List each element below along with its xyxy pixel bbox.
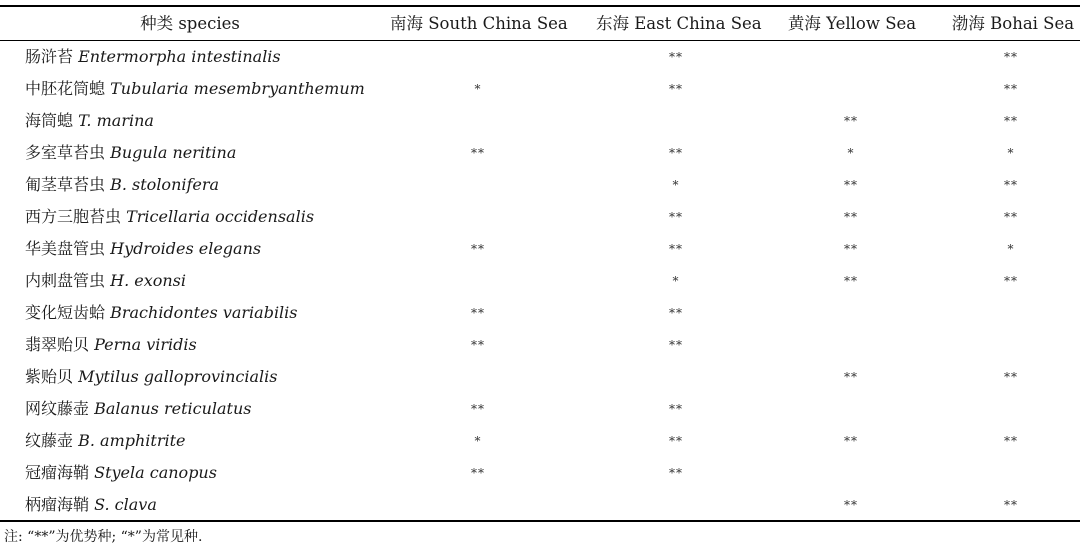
table-row	[0, 73, 1080, 105]
table-row	[0, 361, 1080, 393]
species-latin-name: Bugula neritina	[110, 143, 237, 162]
species-latin-name: Brachidontes variabilis	[110, 303, 298, 322]
occurrence-bohai-sea: **	[1004, 50, 1018, 64]
occurrence-south-china-sea: **	[471, 338, 485, 352]
species-chinese-name: 纹藤壶	[25, 431, 74, 450]
occurrence-south-china-sea: **	[471, 242, 485, 256]
header-bohai-sea: 渤海 Bohai Sea	[951, 14, 1075, 33]
species-cell	[25, 137, 236, 169]
table-top-rule	[0, 5, 1080, 7]
occurrence-bohai-sea: **	[1004, 498, 1018, 512]
occurrence-south-china-sea	[438, 361, 518, 393]
occurrence-yellow-sea: **	[844, 370, 858, 384]
species-cell	[25, 457, 217, 489]
species-cell	[25, 41, 281, 73]
occurrence-east-china-sea: **	[669, 146, 683, 160]
occurrence-yellow-sea: *	[847, 146, 855, 160]
occurrence-bohai-sea: *	[1007, 242, 1015, 256]
occurrence-bohai-sea	[971, 329, 1051, 361]
species-chinese-name: 柄瘤海鞘	[25, 495, 90, 514]
species-latin-name: Styela canopus	[94, 463, 217, 482]
species-cell	[25, 489, 157, 521]
header-south-china-sea: 南海 South China Sea	[390, 14, 568, 33]
species-chinese-name: 变化短齿蛤	[25, 303, 106, 322]
occurrence-east-china-sea: **	[669, 50, 683, 64]
species-cell	[25, 169, 219, 201]
table-row	[0, 137, 1080, 169]
species-cell	[25, 297, 298, 329]
species-chinese-name: 中胚花筒螅	[25, 79, 106, 98]
table-row	[0, 265, 1080, 297]
table-row	[0, 233, 1080, 265]
occurrence-yellow-sea: **	[844, 114, 858, 128]
species-chinese-name: 网纹藤壶	[25, 399, 90, 418]
occurrence-yellow-sea: **	[844, 274, 858, 288]
species-latin-name: B. stolonifera	[110, 175, 220, 194]
species-chinese-name: 冠瘤海鞘	[25, 463, 90, 482]
occurrence-yellow-sea	[811, 73, 891, 105]
occurrence-south-china-sea	[438, 489, 518, 521]
occurrence-yellow-sea	[811, 393, 891, 425]
table-row	[0, 41, 1080, 73]
occurrence-south-china-sea: **	[471, 402, 485, 416]
occurrence-bohai-sea: **	[1004, 210, 1018, 224]
table-row	[0, 297, 1080, 329]
occurrence-yellow-sea: **	[844, 210, 858, 224]
occurrence-bohai-sea: *	[1007, 146, 1015, 160]
occurrence-east-china-sea	[636, 489, 716, 521]
species-cell	[25, 361, 278, 393]
species-cell	[25, 233, 261, 265]
table-body	[0, 41, 1080, 521]
species-chinese-name: 多室草苔虫	[25, 143, 106, 162]
occurrence-east-china-sea: **	[669, 402, 683, 416]
occurrence-yellow-sea	[811, 457, 891, 489]
table-bottom-rule	[0, 520, 1080, 522]
occurrence-east-china-sea: **	[669, 434, 683, 448]
occurrence-south-china-sea: *	[474, 82, 482, 96]
species-latin-name: Entermorpha intestinalis	[78, 47, 281, 66]
occurrence-south-china-sea: **	[471, 466, 485, 480]
occurrence-east-china-sea: **	[669, 306, 683, 320]
species-cell	[25, 73, 365, 105]
occurrence-east-china-sea: **	[669, 338, 683, 352]
occurrence-south-china-sea: **	[471, 146, 485, 160]
species-chinese-name: 肠浒苔	[25, 47, 74, 66]
occurrence-east-china-sea: **	[669, 82, 683, 96]
species-chinese-name: 华美盘管虫	[25, 239, 106, 258]
occurrence-bohai-sea	[971, 297, 1051, 329]
occurrence-bohai-sea: **	[1004, 114, 1018, 128]
species-cell	[25, 393, 252, 425]
occurrence-south-china-sea	[438, 105, 518, 137]
occurrence-south-china-sea: **	[471, 306, 485, 320]
header-species: 种类 species	[140, 14, 240, 33]
species-latin-name: Hydroides elegans	[110, 239, 262, 258]
species-chinese-name: 海筒螅	[25, 111, 74, 130]
table-row	[0, 489, 1080, 521]
table-row	[0, 393, 1080, 425]
occurrence-bohai-sea	[971, 457, 1051, 489]
species-latin-name: Mytilus galloprovincialis	[78, 367, 278, 386]
species-cell	[25, 201, 314, 233]
occurrence-south-china-sea	[438, 41, 518, 73]
table-row	[0, 201, 1080, 233]
occurrence-south-china-sea: *	[474, 434, 482, 448]
occurrence-bohai-sea: **	[1004, 274, 1018, 288]
occurrence-east-china-sea	[636, 361, 716, 393]
species-latin-name: T. marina	[78, 111, 154, 130]
species-chinese-name: 内刺盘管虫	[25, 271, 106, 290]
species-latin-name: Balanus reticulatus	[94, 399, 252, 418]
occurrence-bohai-sea: **	[1004, 178, 1018, 192]
occurrence-yellow-sea: **	[844, 178, 858, 192]
species-cell	[25, 425, 186, 457]
table-footnote: 注: “**”为优势种; “*”为常见种.	[4, 529, 203, 545]
occurrence-yellow-sea: **	[844, 434, 858, 448]
occurrence-yellow-sea: **	[844, 242, 858, 256]
occurrence-south-china-sea	[438, 265, 518, 297]
species-chinese-name: 匍茎草苔虫	[25, 175, 106, 194]
species-latin-name: S. clava	[94, 495, 157, 514]
table-row	[0, 169, 1080, 201]
header-yellow-sea: 黄海 Yellow Sea	[787, 14, 917, 33]
occurrence-east-china-sea: *	[672, 274, 680, 288]
occurrence-east-china-sea: *	[672, 178, 680, 192]
occurrence-bohai-sea	[971, 393, 1051, 425]
table-row	[0, 105, 1080, 137]
occurrence-east-china-sea	[636, 105, 716, 137]
occurrence-yellow-sea	[811, 41, 891, 73]
occurrence-yellow-sea	[811, 329, 891, 361]
occurrence-south-china-sea	[438, 169, 518, 201]
header-east-china-sea: 东海 East China Sea	[596, 14, 762, 33]
species-latin-name: H. exonsi	[110, 271, 186, 290]
table-row	[0, 425, 1080, 457]
occurrence-bohai-sea: **	[1004, 82, 1018, 96]
occurrence-bohai-sea: **	[1004, 370, 1018, 384]
occurrence-east-china-sea: **	[669, 466, 683, 480]
table-row	[0, 457, 1080, 489]
species-cell	[25, 265, 186, 297]
table-row	[0, 329, 1080, 361]
occurrence-yellow-sea	[811, 297, 891, 329]
species-latin-name: Perna viridis	[94, 335, 197, 354]
species-chinese-name: 紫贻贝	[25, 367, 74, 386]
occurrence-yellow-sea: **	[844, 498, 858, 512]
species-cell	[25, 105, 154, 137]
species-latin-name: B. amphitrite	[78, 431, 186, 450]
occurrence-east-china-sea: **	[669, 242, 683, 256]
occurrence-bohai-sea: **	[1004, 434, 1018, 448]
species-latin-name: Tubularia mesembryanthemum	[110, 79, 365, 98]
species-chinese-name: 翡翠贻贝	[25, 335, 90, 354]
species-latin-name: Tricellaria occidensalis	[126, 207, 315, 226]
species-cell	[25, 329, 197, 361]
species-chinese-name: 西方三胞苔虫	[25, 207, 122, 226]
occurrence-south-china-sea	[438, 201, 518, 233]
occurrence-east-china-sea: **	[669, 210, 683, 224]
